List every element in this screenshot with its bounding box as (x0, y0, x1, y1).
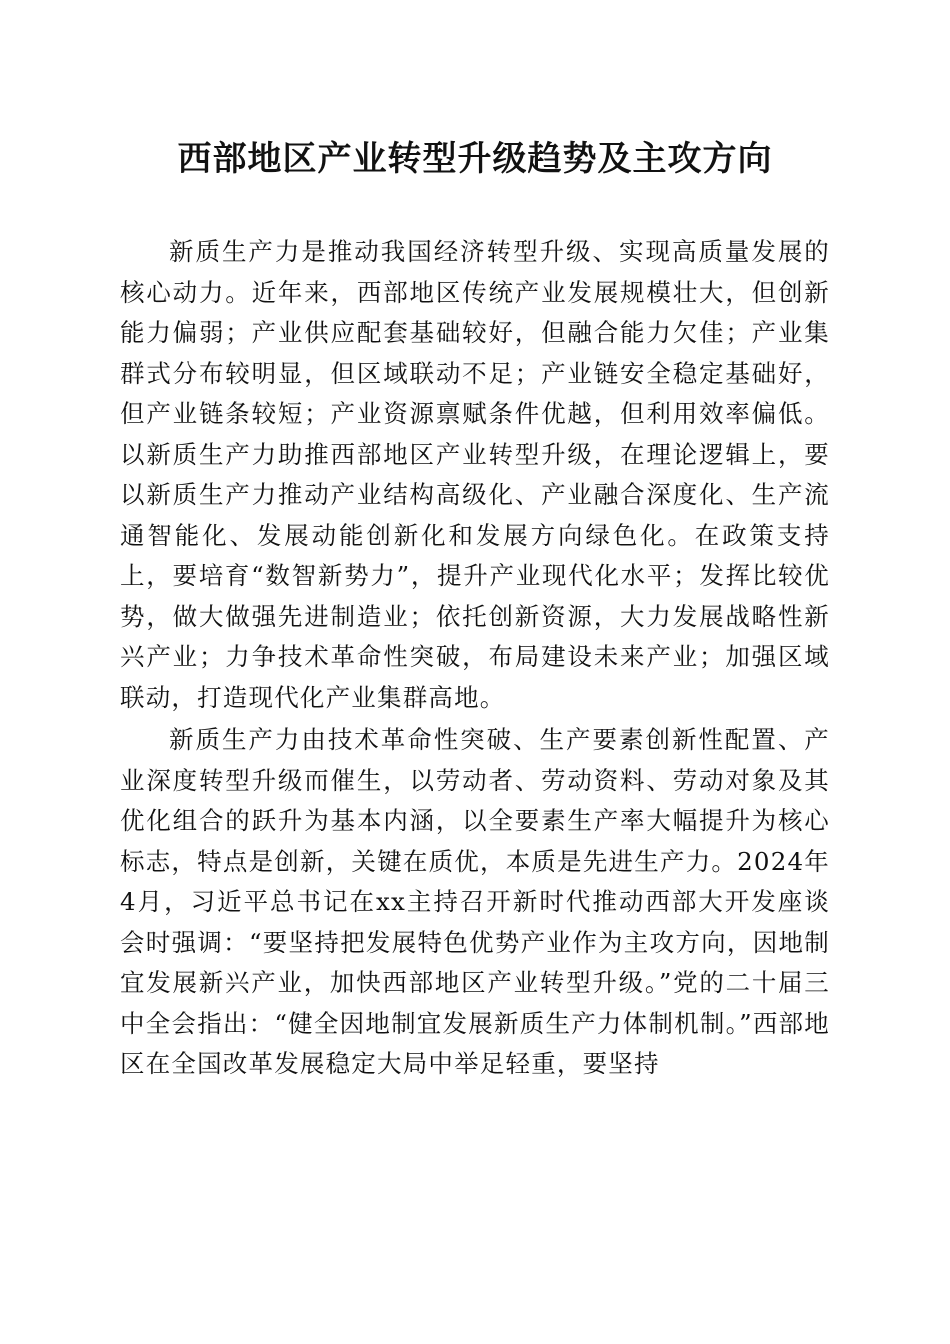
document-title: 西部地区产业转型升级趋势及主攻方向 (177, 139, 773, 179)
paragraph-2: 新质生产力由技术革命性突破、生产要素创新性配置、产业深度转型升级而催生，以劳动者、劳动资料、劳动对象及其优化组合的跃升为基本内涵，以全要素生产率大幅提升为核心标志，特点是创新，关键在质优，本质是先进生产力。2024年4月，习近平总书记在xx主持召开新时代推动西部大开发座谈会时强调：“要坚持把发展特色优势产业作为主攻方向，因地制宜发展新兴产业，加快西部地区产业转型升级。”党的二十届三中全会指出：“健全因地制宜发展新质生产力体制机制。”西部地区在全国改革发展稳定大局中举足轻重，要坚持 (120, 725, 830, 1078)
document-body (120, 232, 830, 1085)
paragraph-1: 新质生产力是推动我国经济转型升级、实现高质量发展的核心动力。近年来，西部地区传统产业发展规模壮大，但创新能力偏弱；产业供应配套基础较好，但融合能力欠佳；产业集群式分布较明显，但区域联动不足；产业链安全稳定基础好，但产业链条较短；产业资源禀赋条件优越，但利用效率偏低。以新质生产力助推西部地区产业转型升级，在理论逻辑上，要以新质生产力推动产业结构高级化、产业融合深度化、生产流通智能化、发展动能创新化和发展方向绿色化。在政策支持上，要培育“数智新势力”，提升产业现代化水平；发挥比较优势，做大做强先进制造业；依托创新资源，大力发展战略性新兴产业；力争技术革命性突破，布局建设未来产业；加强区域联动，打造现代化产业集群高地。 (120, 237, 830, 712)
